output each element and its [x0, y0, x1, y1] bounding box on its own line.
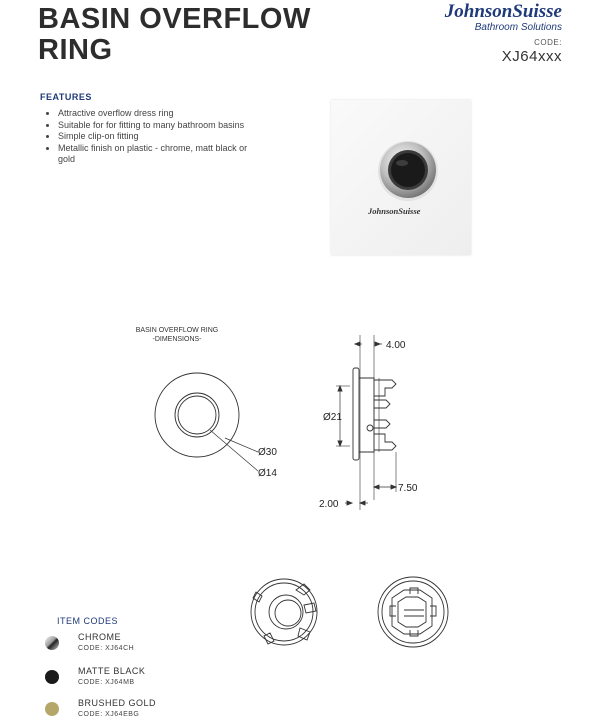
brand-name: JohnsonSuisse	[444, 1, 562, 22]
code-label: CODE:	[534, 38, 562, 47]
dim-inner-label: Ø14	[258, 468, 277, 479]
feature-item: • Suitable for for fitting to many bathroom basins	[58, 120, 258, 132]
features-heading: FEATURES	[40, 92, 92, 102]
drawing-title-line1: BASIN OVERFLOW RING	[135, 327, 219, 334]
code-value: XJ64xxx	[501, 48, 562, 65]
render-front-icon	[251, 579, 317, 645]
feature-item: • Attractive overflow dress ring	[58, 108, 258, 120]
front-view	[155, 373, 258, 471]
dim-height-label: Ø21	[323, 412, 342, 423]
item-code: CODE: XJ64CH	[78, 645, 135, 652]
item-name: BRUSHED GOLD	[78, 698, 157, 708]
dim-flange-label: 2.00	[319, 499, 339, 510]
feature-item: • Simple clip-on fitting	[58, 131, 258, 143]
dim-clip-label: 7.50	[398, 483, 418, 494]
dim-outer-label: Ø30	[258, 447, 277, 458]
item-code-row	[45, 666, 245, 696]
item-code: CODE: XJ64MB	[78, 679, 135, 686]
matte-black-swatch-icon	[45, 670, 59, 684]
drawing-title-line2: -DIMENSIONS-	[152, 336, 202, 343]
item-codes-heading: ITEM CODES	[57, 616, 119, 626]
photo-brand-text: JohnsonSuisse	[368, 206, 421, 216]
brand-tagline: Bathroom Solutions	[474, 22, 562, 33]
product-title-line2: RING	[38, 34, 113, 66]
item-code: CODE: XJ64EBG	[78, 711, 140, 718]
side-view	[336, 335, 396, 510]
item-name: CHROME	[78, 632, 121, 642]
chrome-swatch-icon	[45, 636, 59, 650]
product-title-line1: BASIN OVERFLOW	[38, 3, 311, 35]
brushed-gold-swatch-icon	[45, 702, 59, 716]
render-back-icon	[378, 577, 448, 647]
item-code-row	[45, 698, 245, 726]
item-name: MATTE BLACK	[78, 666, 146, 676]
item-code-row	[45, 632, 245, 662]
dim-depth-label: 4.00	[386, 340, 406, 351]
feature-item: • Metallic finish on plastic - chrome, matt black or gold	[58, 143, 258, 166]
